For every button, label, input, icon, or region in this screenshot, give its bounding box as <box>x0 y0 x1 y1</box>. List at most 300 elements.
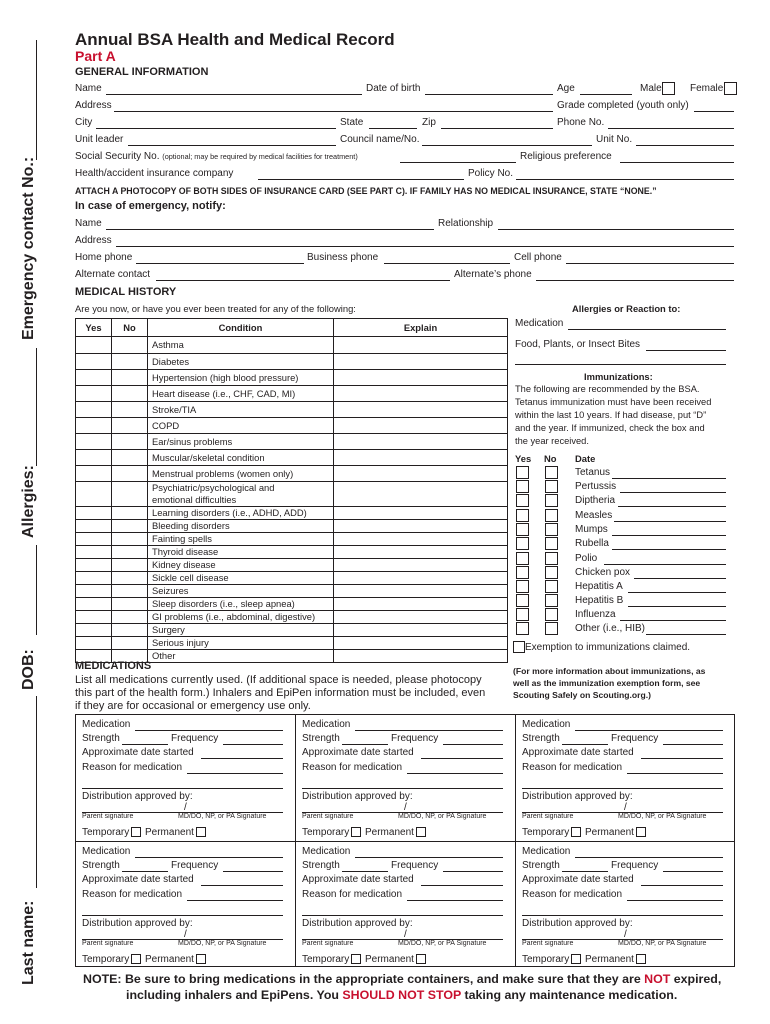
frequency-field[interactable] <box>223 744 283 745</box>
date-started-field[interactable] <box>641 885 723 886</box>
yes-cell[interactable] <box>76 354 112 370</box>
unit-no-label: Unit No. <box>596 134 633 145</box>
yes-cell[interactable] <box>76 520 112 533</box>
strength-field[interactable] <box>562 871 608 872</box>
explain-cell[interactable] <box>334 418 508 434</box>
reason-label: Reason for medication <box>522 762 623 773</box>
explain-cell[interactable] <box>334 507 508 520</box>
side-dob: DOB: <box>20 649 37 690</box>
imm-label: Hepatitis B <box>575 595 624 606</box>
insurance-field[interactable] <box>258 179 464 180</box>
frequency-field[interactable] <box>223 871 283 872</box>
strength-field[interactable] <box>342 871 388 872</box>
side-line <box>36 348 37 466</box>
reason-label: Reason for medication <box>82 762 183 773</box>
emergency-header: In case of emergency, notify: <box>75 200 226 212</box>
female-checkbox[interactable] <box>724 82 737 95</box>
imm-no-checkbox[interactable] <box>545 480 558 493</box>
md-sig-caption: MD/DO, NP, or PA Signature <box>618 813 707 820</box>
no-cell[interactable] <box>112 572 148 585</box>
reason-field-2[interactable] <box>302 788 503 789</box>
reason-label: Reason for medication <box>522 889 623 900</box>
reason-field[interactable] <box>187 900 283 901</box>
reason-label: Reason for medication <box>302 762 403 773</box>
imm-yes-checkbox[interactable] <box>516 494 529 507</box>
alt-contact-label: Alternate contact <box>75 269 151 280</box>
council-label: Council name/No. <box>340 134 420 145</box>
condition-bleeding: Bleeding disorders <box>148 520 334 533</box>
home-phone-label: Home phone <box>75 252 133 263</box>
condition-heart: Heart disease (i.e., CHF, CAD, MI) <box>148 386 334 402</box>
imm-no-checkbox[interactable] <box>545 608 558 621</box>
strength-field[interactable] <box>562 744 608 745</box>
state-label: State <box>340 117 364 128</box>
strength-field[interactable] <box>122 744 168 745</box>
med-label: Medication <box>82 719 131 730</box>
state-field[interactable] <box>369 128 417 129</box>
md-sig-caption: MD/DO, NP, or PA Signature <box>618 940 707 947</box>
imm-yes-checkbox[interactable] <box>516 566 529 579</box>
permanent-label: Permanent <box>365 827 414 838</box>
temporary-label: Temporary <box>522 954 570 965</box>
sig-slash: / <box>624 929 627 940</box>
condition-asthma: Asthma <box>148 337 334 354</box>
em-name-field[interactable] <box>106 229 434 230</box>
note-text: expired, <box>670 972 722 986</box>
date-started-field[interactable] <box>201 758 283 759</box>
no-cell[interactable] <box>112 337 148 354</box>
approved-label: Distribution approved by: <box>522 791 633 802</box>
imm-no-checkbox[interactable] <box>545 494 558 507</box>
imm-text-5: the year received. <box>515 436 589 446</box>
allergies-header: Allergies or Reaction to: <box>572 303 681 314</box>
em-address-label: Address <box>75 235 112 246</box>
explain-cell[interactable] <box>334 624 508 637</box>
imm-yes-checkbox[interactable] <box>516 594 529 607</box>
explain-cell[interactable] <box>334 402 508 418</box>
explain-cell[interactable] <box>334 611 508 624</box>
condition-other: Other <box>148 650 334 663</box>
yes-cell[interactable] <box>76 598 112 611</box>
explain-cell[interactable] <box>334 386 508 402</box>
permanent-label: Permanent <box>145 954 194 965</box>
em-address-field[interactable] <box>116 246 734 247</box>
imm-no-checkbox[interactable] <box>545 622 558 635</box>
imm-col-date: Date <box>575 453 596 464</box>
temporary-checkbox[interactable] <box>571 827 581 837</box>
business-phone-label: Business phone <box>307 252 379 263</box>
frequency-field[interactable] <box>663 744 723 745</box>
business-phone-field[interactable] <box>384 263 510 264</box>
imm-label: Hepatitis A <box>575 581 623 592</box>
explain-cell[interactable] <box>334 598 508 611</box>
side-last-name: Last name: <box>20 900 37 985</box>
explain-cell[interactable] <box>334 370 508 386</box>
condition-ear: Ear/sinus problems <box>148 434 334 450</box>
condition-sleep: Sleep disorders (i.e., sleep apnea) <box>148 598 334 611</box>
frequency-label: Frequency <box>391 860 439 871</box>
parent-sig-caption: Parent signature <box>82 940 134 947</box>
med-name-field[interactable] <box>575 857 723 858</box>
temporary-checkbox[interactable] <box>131 827 141 837</box>
imm-label: Mumps <box>575 524 608 535</box>
explain-cell[interactable] <box>334 520 508 533</box>
imm-date-field[interactable] <box>628 606 726 607</box>
age-field[interactable] <box>580 94 632 95</box>
sig-slash: / <box>624 802 627 813</box>
imm-date-field[interactable] <box>620 620 726 621</box>
reason-field-2[interactable] <box>82 788 283 789</box>
frequency-label: Frequency <box>171 860 219 871</box>
reason-field-2[interactable] <box>522 915 723 916</box>
yes-cell[interactable] <box>76 611 112 624</box>
parent-sig-caption: Parent signature <box>302 813 354 820</box>
permanent-checkbox[interactable] <box>196 954 206 964</box>
alt-phone-field[interactable] <box>536 280 734 281</box>
zip-label: Zip <box>422 117 436 128</box>
relationship-field[interactable] <box>498 229 734 230</box>
bottom-note-line2 <box>126 988 677 1002</box>
yes-cell[interactable] <box>76 546 112 559</box>
exemption-checkbox[interactable] <box>513 641 525 653</box>
age-label: Age <box>557 83 575 94</box>
no-cell[interactable] <box>112 354 148 370</box>
date-started-field[interactable] <box>421 758 503 759</box>
imm-yes-checkbox[interactable] <box>516 480 529 493</box>
condition-diabetes: Diabetes <box>148 354 334 370</box>
note-red-not: NOT <box>644 972 671 986</box>
date-started-field[interactable] <box>201 885 283 886</box>
col-no: No <box>112 319 148 337</box>
medications-text-3: if they are for occasional or emergency use only. <box>75 700 311 712</box>
imm-yes-checkbox[interactable] <box>516 580 529 593</box>
allergy-medication-field[interactable] <box>568 329 726 330</box>
strength-label: Strength <box>82 860 120 871</box>
col-yes: Yes <box>76 319 112 337</box>
parent-sig-caption: Parent signature <box>522 813 574 820</box>
note-red-stop: SHOULD NOT STOP <box>342 988 462 1002</box>
permanent-checkbox[interactable] <box>196 827 206 837</box>
sig-slash: / <box>404 802 407 813</box>
religious-field[interactable] <box>620 162 734 163</box>
yes-cell[interactable] <box>76 402 112 418</box>
frequency-field[interactable] <box>443 744 503 745</box>
reason-field[interactable] <box>407 900 503 901</box>
imm-label: Tetanus <box>575 467 611 478</box>
explain-cell[interactable] <box>334 533 508 546</box>
no-cell[interactable] <box>112 507 148 520</box>
imm-yes-checkbox[interactable] <box>516 537 529 550</box>
imm-label: Measles <box>575 510 613 521</box>
condition-surgery: Surgery <box>148 624 334 637</box>
permanent-checkbox[interactable] <box>416 827 426 837</box>
medications-text-2: this part of the health form.) Inhalers and EpiPen information must be included, even <box>75 687 486 699</box>
yes-cell[interactable] <box>76 585 112 598</box>
no-cell[interactable] <box>112 402 148 418</box>
yes-cell[interactable] <box>76 533 112 546</box>
side-line <box>36 40 37 160</box>
explain-cell[interactable] <box>334 572 508 585</box>
conditions-table <box>75 318 508 663</box>
condition-fainting: Fainting spells <box>148 533 334 546</box>
no-cell[interactable] <box>112 450 148 466</box>
yes-cell[interactable] <box>76 450 112 466</box>
temporary-checkbox[interactable] <box>571 954 581 964</box>
cell-phone-field[interactable] <box>566 263 734 264</box>
grade-label: Grade completed (youth only) <box>557 100 689 111</box>
yes-cell[interactable] <box>76 386 112 402</box>
md-sig-caption: MD/DO, NP, or PA Signature <box>178 940 267 947</box>
temporary-label: Temporary <box>302 827 350 838</box>
frequency-label: Frequency <box>611 733 659 744</box>
imm-yes-checkbox[interactable] <box>516 523 529 536</box>
med-label: Medication <box>522 846 571 857</box>
imm-text-1: The following are recommended by the BSA. <box>515 384 700 394</box>
zip-field[interactable] <box>441 128 553 129</box>
ssn-note: (optional; may be required by medical facilities for treatment) <box>162 152 358 161</box>
imm-no-checkbox[interactable] <box>545 552 558 565</box>
explain-cell[interactable] <box>334 466 508 482</box>
allergy-food-field[interactable] <box>646 350 726 351</box>
reason-field-2[interactable] <box>522 788 723 789</box>
imm-no-checkbox[interactable] <box>545 566 558 579</box>
date-started-field[interactable] <box>421 885 503 886</box>
imm-no-checkbox[interactable] <box>545 537 558 550</box>
yes-cell[interactable] <box>76 637 112 650</box>
explain-cell[interactable] <box>334 354 508 370</box>
date-started-label: Approximate date started <box>82 874 194 885</box>
imm-col-yes: Yes <box>515 453 532 464</box>
reason-field-2[interactable] <box>302 915 503 916</box>
imm-yes-checkbox[interactable] <box>516 622 529 635</box>
permanent-label: Permanent <box>365 954 414 965</box>
no-cell[interactable] <box>112 624 148 637</box>
permanent-checkbox[interactable] <box>416 954 426 964</box>
note-text: taking any maintenance medication. <box>461 988 678 1002</box>
explain-cell[interactable] <box>334 546 508 559</box>
no-cell[interactable] <box>112 520 148 533</box>
explain-cell[interactable] <box>334 337 508 354</box>
md-sig-caption: MD/DO, NP, or PA Signature <box>398 940 487 947</box>
medications-header: MEDICATIONS <box>75 660 152 672</box>
no-cell[interactable] <box>112 546 148 559</box>
yes-cell[interactable] <box>76 624 112 637</box>
med-name-field[interactable] <box>135 857 283 858</box>
temporary-checkbox[interactable] <box>131 954 141 964</box>
imm-date-field[interactable] <box>612 549 726 550</box>
strength-label: Strength <box>522 733 560 744</box>
reason-label: Reason for medication <box>82 889 183 900</box>
no-cell[interactable] <box>112 611 148 624</box>
med-name-field[interactable] <box>135 730 283 731</box>
frequency-label: Frequency <box>391 733 439 744</box>
side-line <box>36 696 37 888</box>
home-phone-field[interactable] <box>136 263 304 264</box>
yes-cell[interactable] <box>76 370 112 386</box>
condition-stroke: Stroke/TIA <box>148 402 334 418</box>
no-cell[interactable] <box>112 637 148 650</box>
imm-date-field[interactable] <box>618 506 726 507</box>
temporary-checkbox[interactable] <box>351 954 361 964</box>
condition-copd: COPD <box>148 418 334 434</box>
imm-no-checkbox[interactable] <box>545 466 558 479</box>
date-started-field[interactable] <box>641 758 723 759</box>
explain-cell[interactable] <box>334 650 508 663</box>
med-label: Medication <box>82 846 131 857</box>
explain-cell[interactable] <box>334 559 508 572</box>
temporary-checkbox[interactable] <box>351 827 361 837</box>
imm-date-field[interactable] <box>604 564 726 565</box>
yes-cell[interactable] <box>76 482 112 507</box>
no-cell[interactable] <box>112 533 148 546</box>
explain-cell[interactable] <box>334 450 508 466</box>
phone-field[interactable] <box>608 128 734 129</box>
imm-yes-checkbox[interactable] <box>516 608 529 621</box>
allergy-food-label: Food, Plants, or Insect Bites <box>515 339 641 350</box>
imm-no-checkbox[interactable] <box>545 580 558 593</box>
imm-no-checkbox[interactable] <box>545 509 558 522</box>
condition-injury: Serious injury <box>148 637 334 650</box>
male-label: Male <box>640 83 662 94</box>
yes-cell[interactable] <box>76 507 112 520</box>
allergy-extra-field[interactable] <box>515 364 726 365</box>
name-field[interactable] <box>106 94 362 95</box>
imm-date-field[interactable] <box>614 521 726 522</box>
imm-date-field[interactable] <box>628 592 726 593</box>
date-started-label: Approximate date started <box>302 874 414 885</box>
no-cell[interactable] <box>112 418 148 434</box>
attach-note: ATTACH A PHOTOCOPY OF BOTH SIDES OF INSURANCE CARD (SEE PART C). IF FAMILY HAS NO MEDICAL INSURANCE, STATE “NONE.” <box>75 186 657 196</box>
permanent-label: Permanent <box>585 827 634 838</box>
explain-cell[interactable] <box>334 637 508 650</box>
no-cell[interactable] <box>112 559 148 572</box>
frequency-field[interactable] <box>663 871 723 872</box>
date-started-label: Approximate date started <box>302 747 414 758</box>
yes-cell[interactable] <box>76 572 112 585</box>
imm-label: Other (i.e., HIB) <box>575 623 646 634</box>
sig-slash: / <box>404 929 407 940</box>
imm-text-3: within the last 10 years. If had disease, put “D” <box>515 410 707 420</box>
yes-cell[interactable] <box>76 466 112 482</box>
condition-learning: Learning disorders (i.e., ADHD, ADD) <box>148 507 334 520</box>
imm-note-1: (For more information about immunizations, as <box>513 666 706 676</box>
ssn-label <box>75 151 358 162</box>
address-label: Address <box>75 100 112 111</box>
explain-cell[interactable] <box>334 482 508 507</box>
condition-kidney: Kidney disease <box>148 559 334 572</box>
reason-field[interactable] <box>627 900 723 901</box>
imm-date-field[interactable] <box>612 478 726 479</box>
no-cell[interactable] <box>112 598 148 611</box>
imm-note-3: Scouting Safely on Scouting.org.) <box>513 690 651 700</box>
explain-cell[interactable] <box>334 585 508 598</box>
med-label: Medication <box>522 719 571 730</box>
imm-date-field[interactable] <box>646 634 726 635</box>
imm-no-checkbox[interactable] <box>545 523 558 536</box>
grid-divider <box>75 841 735 842</box>
yes-cell[interactable] <box>76 337 112 354</box>
policy-field[interactable] <box>516 179 734 180</box>
alt-contact-field[interactable] <box>156 280 450 281</box>
explain-cell[interactable] <box>334 434 508 450</box>
imm-no-checkbox[interactable] <box>545 594 558 607</box>
no-cell[interactable] <box>112 466 148 482</box>
relationship-label: Relationship <box>438 218 494 229</box>
imm-yes-checkbox[interactable] <box>516 552 529 565</box>
reason-field[interactable] <box>627 773 723 774</box>
male-checkbox[interactable] <box>662 82 675 95</box>
no-cell[interactable] <box>112 482 148 507</box>
imm-date-field[interactable] <box>612 535 726 536</box>
imm-label: Rubella <box>575 538 609 549</box>
md-sig-caption: MD/DO, NP, or PA Signature <box>178 813 267 820</box>
imm-col-no: No <box>544 453 557 464</box>
no-cell[interactable] <box>112 434 148 450</box>
condition-sickle: Sickle cell disease <box>148 572 334 585</box>
strength-field[interactable] <box>342 744 388 745</box>
parent-sig-caption: Parent signature <box>522 940 574 947</box>
med-name-field[interactable] <box>575 730 723 731</box>
no-cell[interactable] <box>112 386 148 402</box>
reason-field-2[interactable] <box>82 915 283 916</box>
sig-slash: / <box>184 929 187 940</box>
dob-field[interactable] <box>425 94 553 95</box>
approved-label: Distribution approved by: <box>82 791 193 802</box>
med-name-field[interactable] <box>355 730 503 731</box>
city-field[interactable] <box>96 128 336 129</box>
permanent-checkbox[interactable] <box>636 827 646 837</box>
unit-no-field[interactable] <box>636 145 734 146</box>
imm-yes-checkbox[interactable] <box>516 509 529 522</box>
strength-label: Strength <box>302 733 340 744</box>
alt-phone-label: Alternate’s phone <box>454 269 532 280</box>
permanent-checkbox[interactable] <box>636 954 646 964</box>
parent-sig-caption: Parent signature <box>82 813 134 820</box>
yes-cell[interactable] <box>76 434 112 450</box>
imm-yes-checkbox[interactable] <box>516 466 529 479</box>
council-field[interactable] <box>422 145 592 146</box>
yes-cell[interactable] <box>76 559 112 572</box>
strength-field[interactable] <box>122 871 168 872</box>
no-cell[interactable] <box>112 585 148 598</box>
approved-label: Distribution approved by: <box>302 791 413 802</box>
em-name-label: Name <box>75 218 102 229</box>
sig-slash: / <box>184 802 187 813</box>
part-label: Part A <box>75 48 116 64</box>
frequency-field[interactable] <box>443 871 503 872</box>
reason-field[interactable] <box>407 773 503 774</box>
imm-date-field[interactable] <box>620 492 726 493</box>
unit-leader-field[interactable] <box>128 145 336 146</box>
condition-psych <box>148 482 334 507</box>
reason-field[interactable] <box>187 773 283 774</box>
imm-date-field[interactable] <box>634 578 726 579</box>
permanent-label: Permanent <box>585 954 634 965</box>
condition-psych-l1: Psychiatric/psychological and <box>152 482 275 493</box>
med-name-field[interactable] <box>355 857 503 858</box>
religious-label: Religious preference <box>520 151 612 162</box>
female-label: Female <box>690 83 724 94</box>
address-field[interactable] <box>114 111 553 112</box>
grade-field[interactable] <box>694 111 734 112</box>
temporary-label: Temporary <box>302 954 350 965</box>
ssn-field[interactable] <box>400 162 516 163</box>
medical-history-header: MEDICAL HISTORY <box>75 286 177 298</box>
no-cell[interactable] <box>112 370 148 386</box>
yes-cell[interactable] <box>76 418 112 434</box>
strength-label: Strength <box>82 733 120 744</box>
col-condition: Condition <box>148 319 334 337</box>
